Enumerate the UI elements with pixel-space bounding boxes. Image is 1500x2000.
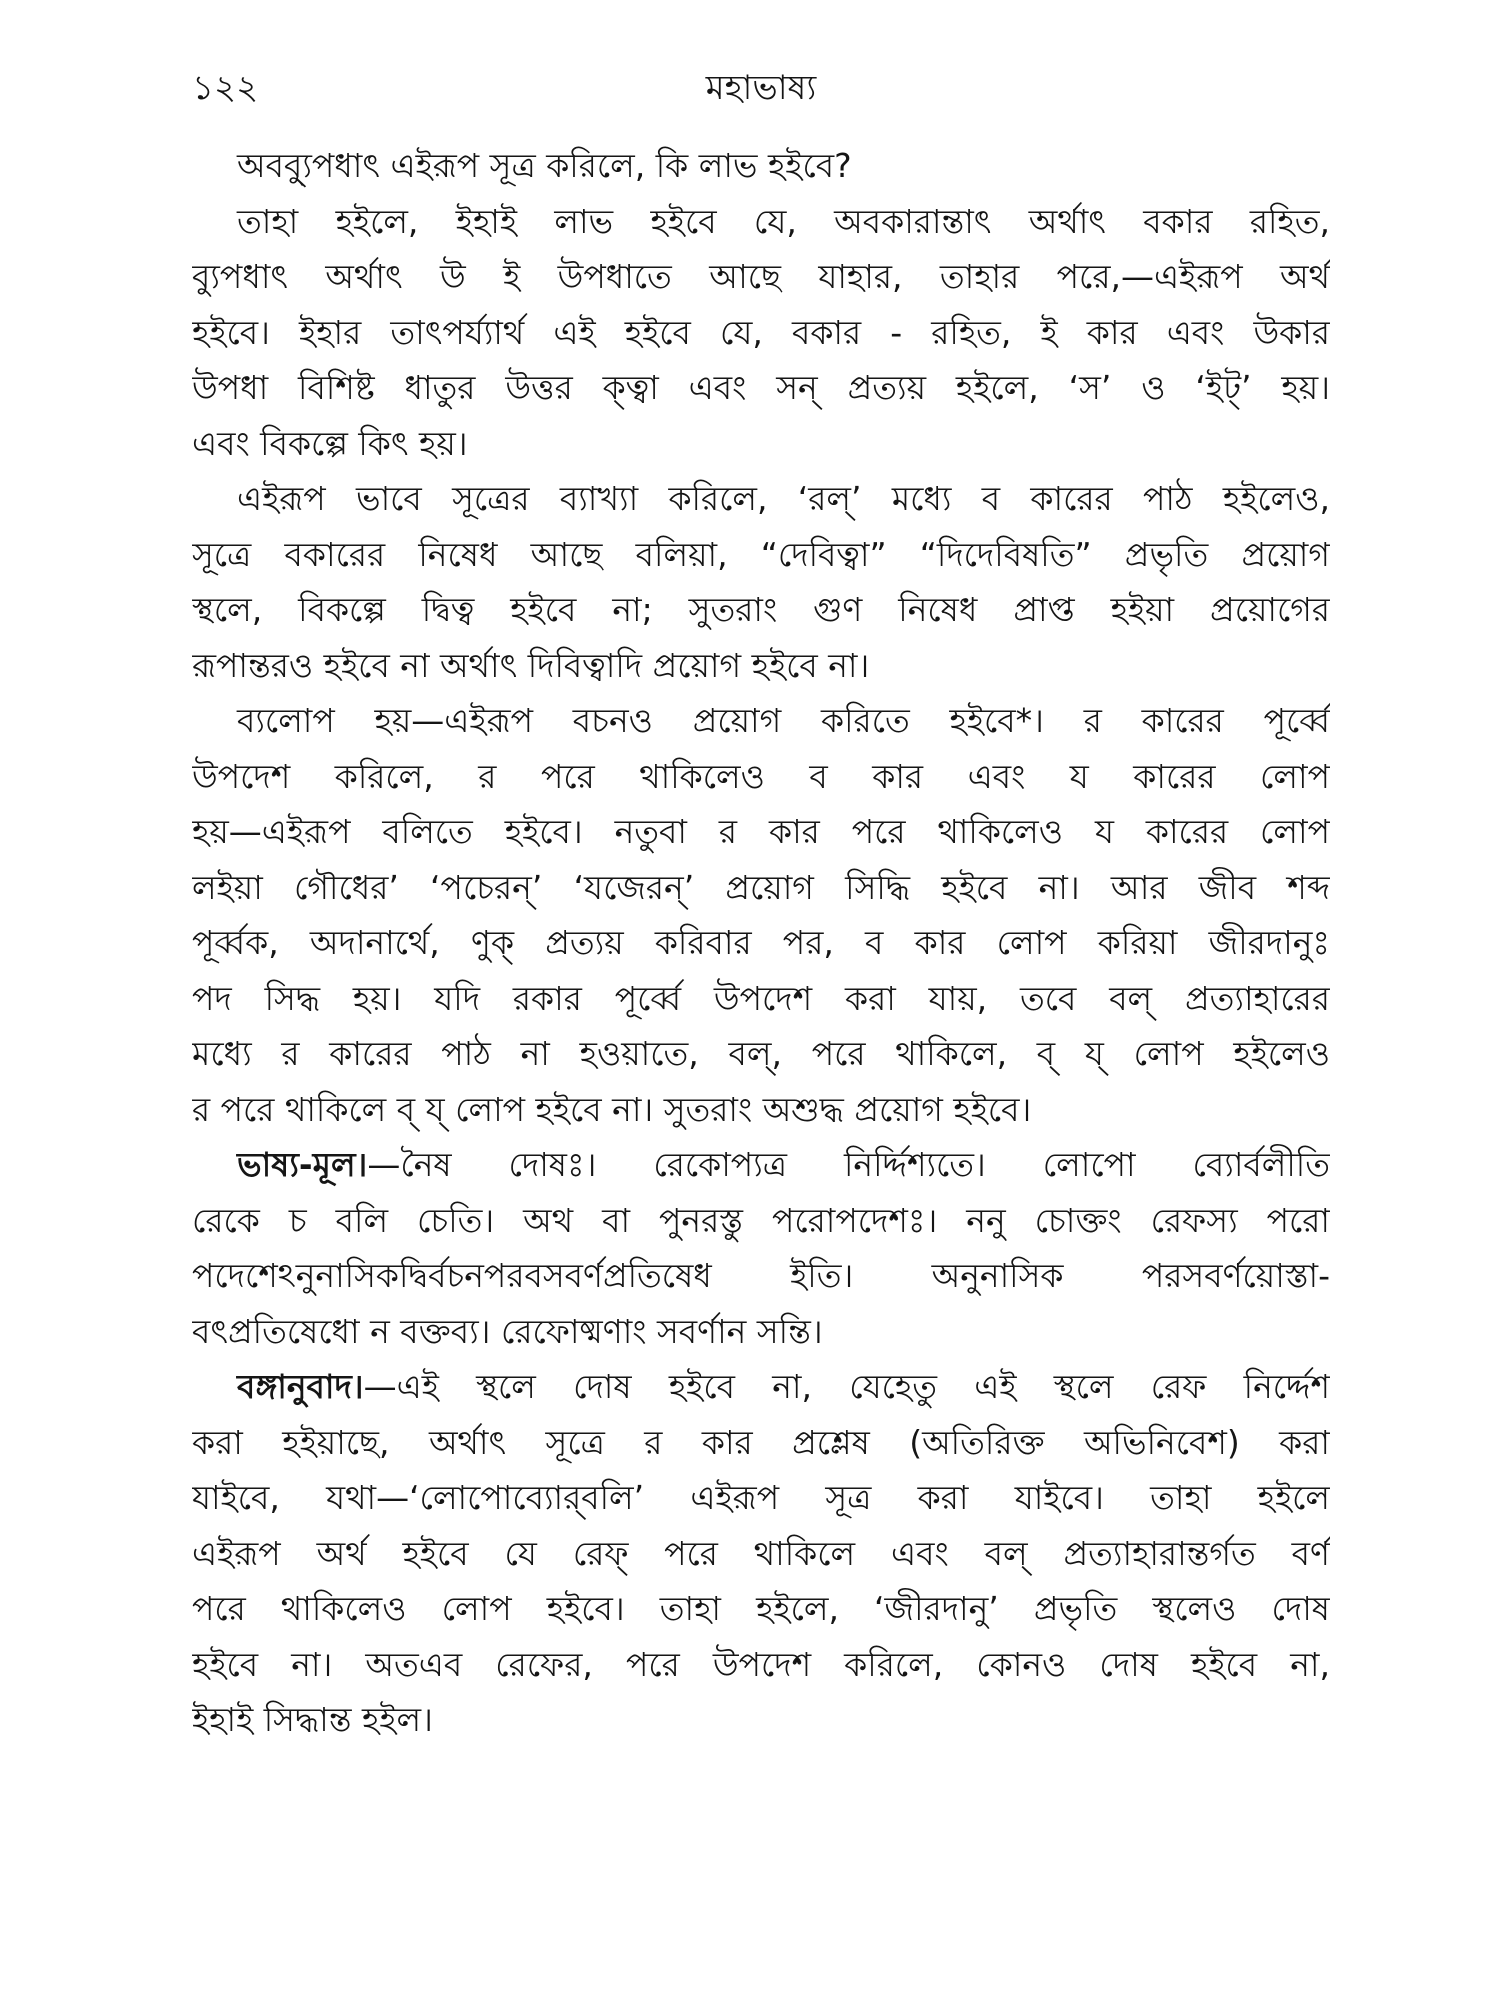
line-text: অব্ব্যুপধাৎ এইরূপ সূত্র করিলে, কি লাভ হইবে?: [237, 146, 852, 185]
text-line: [192, 1415, 1330, 1471]
paragraph: [192, 1137, 1330, 1359]
text-line: [192, 693, 1330, 749]
text-line: [192, 749, 1330, 805]
text-line: [192, 1470, 1330, 1526]
line-text: ব্যুপধাৎ অর্থাৎ উ ই উপধাতে আছে যাহার, তাহার পরে,—এইরূপ অর্থ: [192, 257, 1330, 296]
text-line: [192, 249, 1330, 305]
line-text: পূর্ব্বক, অদানার্থে, ণুক্ প্রত্যয় করিবার পর, ব কার লোপ করিয়া জীরদানুঃ: [192, 923, 1330, 962]
line-text: পদেশেঽনুনাসিকদ্বির্বচনপরবসবর্ণপ্রতিষেধ ইতি। অনুনাসিক পরসবর্ণয়োস্তা-: [192, 1256, 1330, 1295]
text-line: [192, 416, 1330, 472]
text-line: [192, 360, 1330, 416]
text-line: [192, 305, 1330, 361]
line-text: বৎপ্রতিষেধো ন বক্তব্য। রেফোষ্মণাং সবর্ণান সন্তি।: [192, 1311, 823, 1351]
running-title: মহাভাষ্য: [705, 68, 817, 108]
paragraph: [192, 693, 1330, 1137]
text-line: [192, 1026, 1330, 1082]
text-line: [192, 1082, 1330, 1138]
text-line: [192, 1637, 1330, 1693]
line-text: স্থলে, বিকল্পে দ্বিত্ব হইবে না; সুতরাং গুণ নিষেধ প্রাপ্ত হইয়া প্রয়োগের: [192, 590, 1330, 629]
text-line: [192, 582, 1330, 638]
text-line: [192, 471, 1330, 527]
text-line: [192, 638, 1330, 694]
text-line: [192, 138, 1330, 194]
line-text: এইরূপ ভাবে সূত্রের ব্যাখ্যা করিলে, ‘রল্’ মধ্যে ব কারের পাঠ হইলেও,: [237, 479, 1330, 518]
line-text: হয়—এইরূপ বলিতে হইবে। নতুবা র কার পরে থাকিলেও য কারের লোপ: [192, 812, 1330, 851]
text-line: [192, 1193, 1330, 1249]
text-line: [192, 1692, 1330, 1748]
page-body: [192, 138, 1330, 1748]
line-text: মধ্যে র কারের পাঠ না হওয়াতে, বল্, পরে থাকিলে, ব্ য্ লোপ হইলেও: [192, 1034, 1330, 1073]
line-text: পরে থাকিলেও লোপ হইবে। তাহা হইলে, ‘জীরদানু’ প্রভৃতি স্থলেও দোষ: [192, 1589, 1330, 1628]
line-text: রূপান্তরও হইবে না অর্থাৎ দিবিত্বাদি প্রয়োগ হইবে না।: [192, 645, 870, 685]
line-text: —নৈষ দোষঃ। রেকোপ্যত্র নির্দ্দিশ্যতে। লোপো ব্যোর্বলীতি: [367, 1145, 1330, 1184]
line-text: পদ সিদ্ধ হয়। যদি রকার পূর্ব্বে উপদেশ করা যায়, তবে বল্ প্রত্যাহারের: [192, 978, 1330, 1018]
line-text: এবং বিকল্পে কিৎ হয়।: [192, 423, 468, 463]
text-line: [192, 1304, 1330, 1360]
line-text: র পরে থাকিলে ব্ য্ লোপ হইবে না। সুতরাং অশুদ্ধ প্রয়োগ হইবে।: [192, 1089, 1032, 1129]
text-line: [192, 1248, 1330, 1304]
line-text: লইয়া গৌধের’ ‘পচেরন্’ ‘যজেরন্’ প্রয়োগ সিদ্ধি হইবে না। আর জীব শব্দ: [192, 867, 1330, 907]
text-line: [192, 194, 1330, 250]
text-line: [192, 1137, 1330, 1193]
text-line: [192, 1359, 1330, 1415]
text-line: [192, 1526, 1330, 1582]
line-text: তাহা হইলে, ইহাই লাভ হইবে যে, অবকারান্তাৎ অর্থাৎ বকার রহিত,: [237, 201, 1330, 241]
paragraph: [192, 138, 1330, 194]
text-line: [192, 971, 1330, 1027]
line-text: করা হইয়াছে, অর্থাৎ সূত্রে র কার প্রশ্লেষ (অতিরিক্ত অভিনিবেশ) করা: [192, 1422, 1330, 1462]
paragraph: [192, 1359, 1330, 1748]
line-text: উপদেশ করিলে, র পরে থাকিলেও ব কার এবং য কারের লোপ: [192, 756, 1330, 796]
line-text: ব্যলোপ হয়—এইরূপ বচনও প্রয়োগ করিতে হইবে*। র কারের পূর্ব্বে: [237, 701, 1330, 740]
section-lead: বঙ্গানুবাদ।: [237, 1367, 364, 1406]
line-text: যাইবে, যথা—‘লোপোব্যোর্‌বলি’ এইরূপ সূত্র করা যাইবে। তাহা হইলে: [192, 1478, 1330, 1517]
text-line: [192, 915, 1330, 971]
paragraph: [192, 471, 1330, 693]
page-header: [192, 62, 1330, 118]
line-text: রেকে চ বলি চেতি। অথ বা পুনরস্তু পরোপদেশঃ। ননু চোক্তং রেফস্য পরো: [192, 1200, 1330, 1240]
line-text: হইবে। ইহার তাৎপর্য্যার্থ এই হইবে যে, বকার - রহিত, ই কার এবং উকার: [192, 312, 1330, 352]
text-line: [192, 804, 1330, 860]
text-line: [192, 527, 1330, 583]
paragraph: [192, 194, 1330, 472]
line-text: এইরূপ অর্থ হইবে যে রেফ্ পরে থাকিলে এবং বল্ প্রত্যাহারান্তর্গত বর্ণ: [192, 1533, 1330, 1573]
page-number: ১২২: [192, 68, 259, 108]
line-text: সূত্রে বকারের নিষেধ আছে বলিয়া, “দেবিত্বা” “দিদেবিষতি” প্রভৃতি প্রয়োগ: [192, 534, 1330, 574]
line-text: উপধা বিশিষ্ট ধাতুর উত্তর ক্ত্বা এবং সন্ প্রত্যয় হইলে, ‘স’ ও ‘ইট্’ হয়।: [192, 368, 1330, 407]
line-text: হইবে না। অতএব রেফের, পরে উপদেশ করিলে, কোনও দোষ হইবে না,: [192, 1644, 1330, 1684]
section-lead: ভাষ্য-মূল।: [237, 1145, 368, 1184]
line-text: ইহাই সিদ্ধান্ত হইল।: [192, 1700, 433, 1739]
text-line: [192, 860, 1330, 916]
line-text: —এই স্থলে দোষ হইবে না, যেহেতু এই স্থলে রেফ নির্দ্দেশ: [363, 1367, 1330, 1406]
text-line: [192, 1581, 1330, 1637]
